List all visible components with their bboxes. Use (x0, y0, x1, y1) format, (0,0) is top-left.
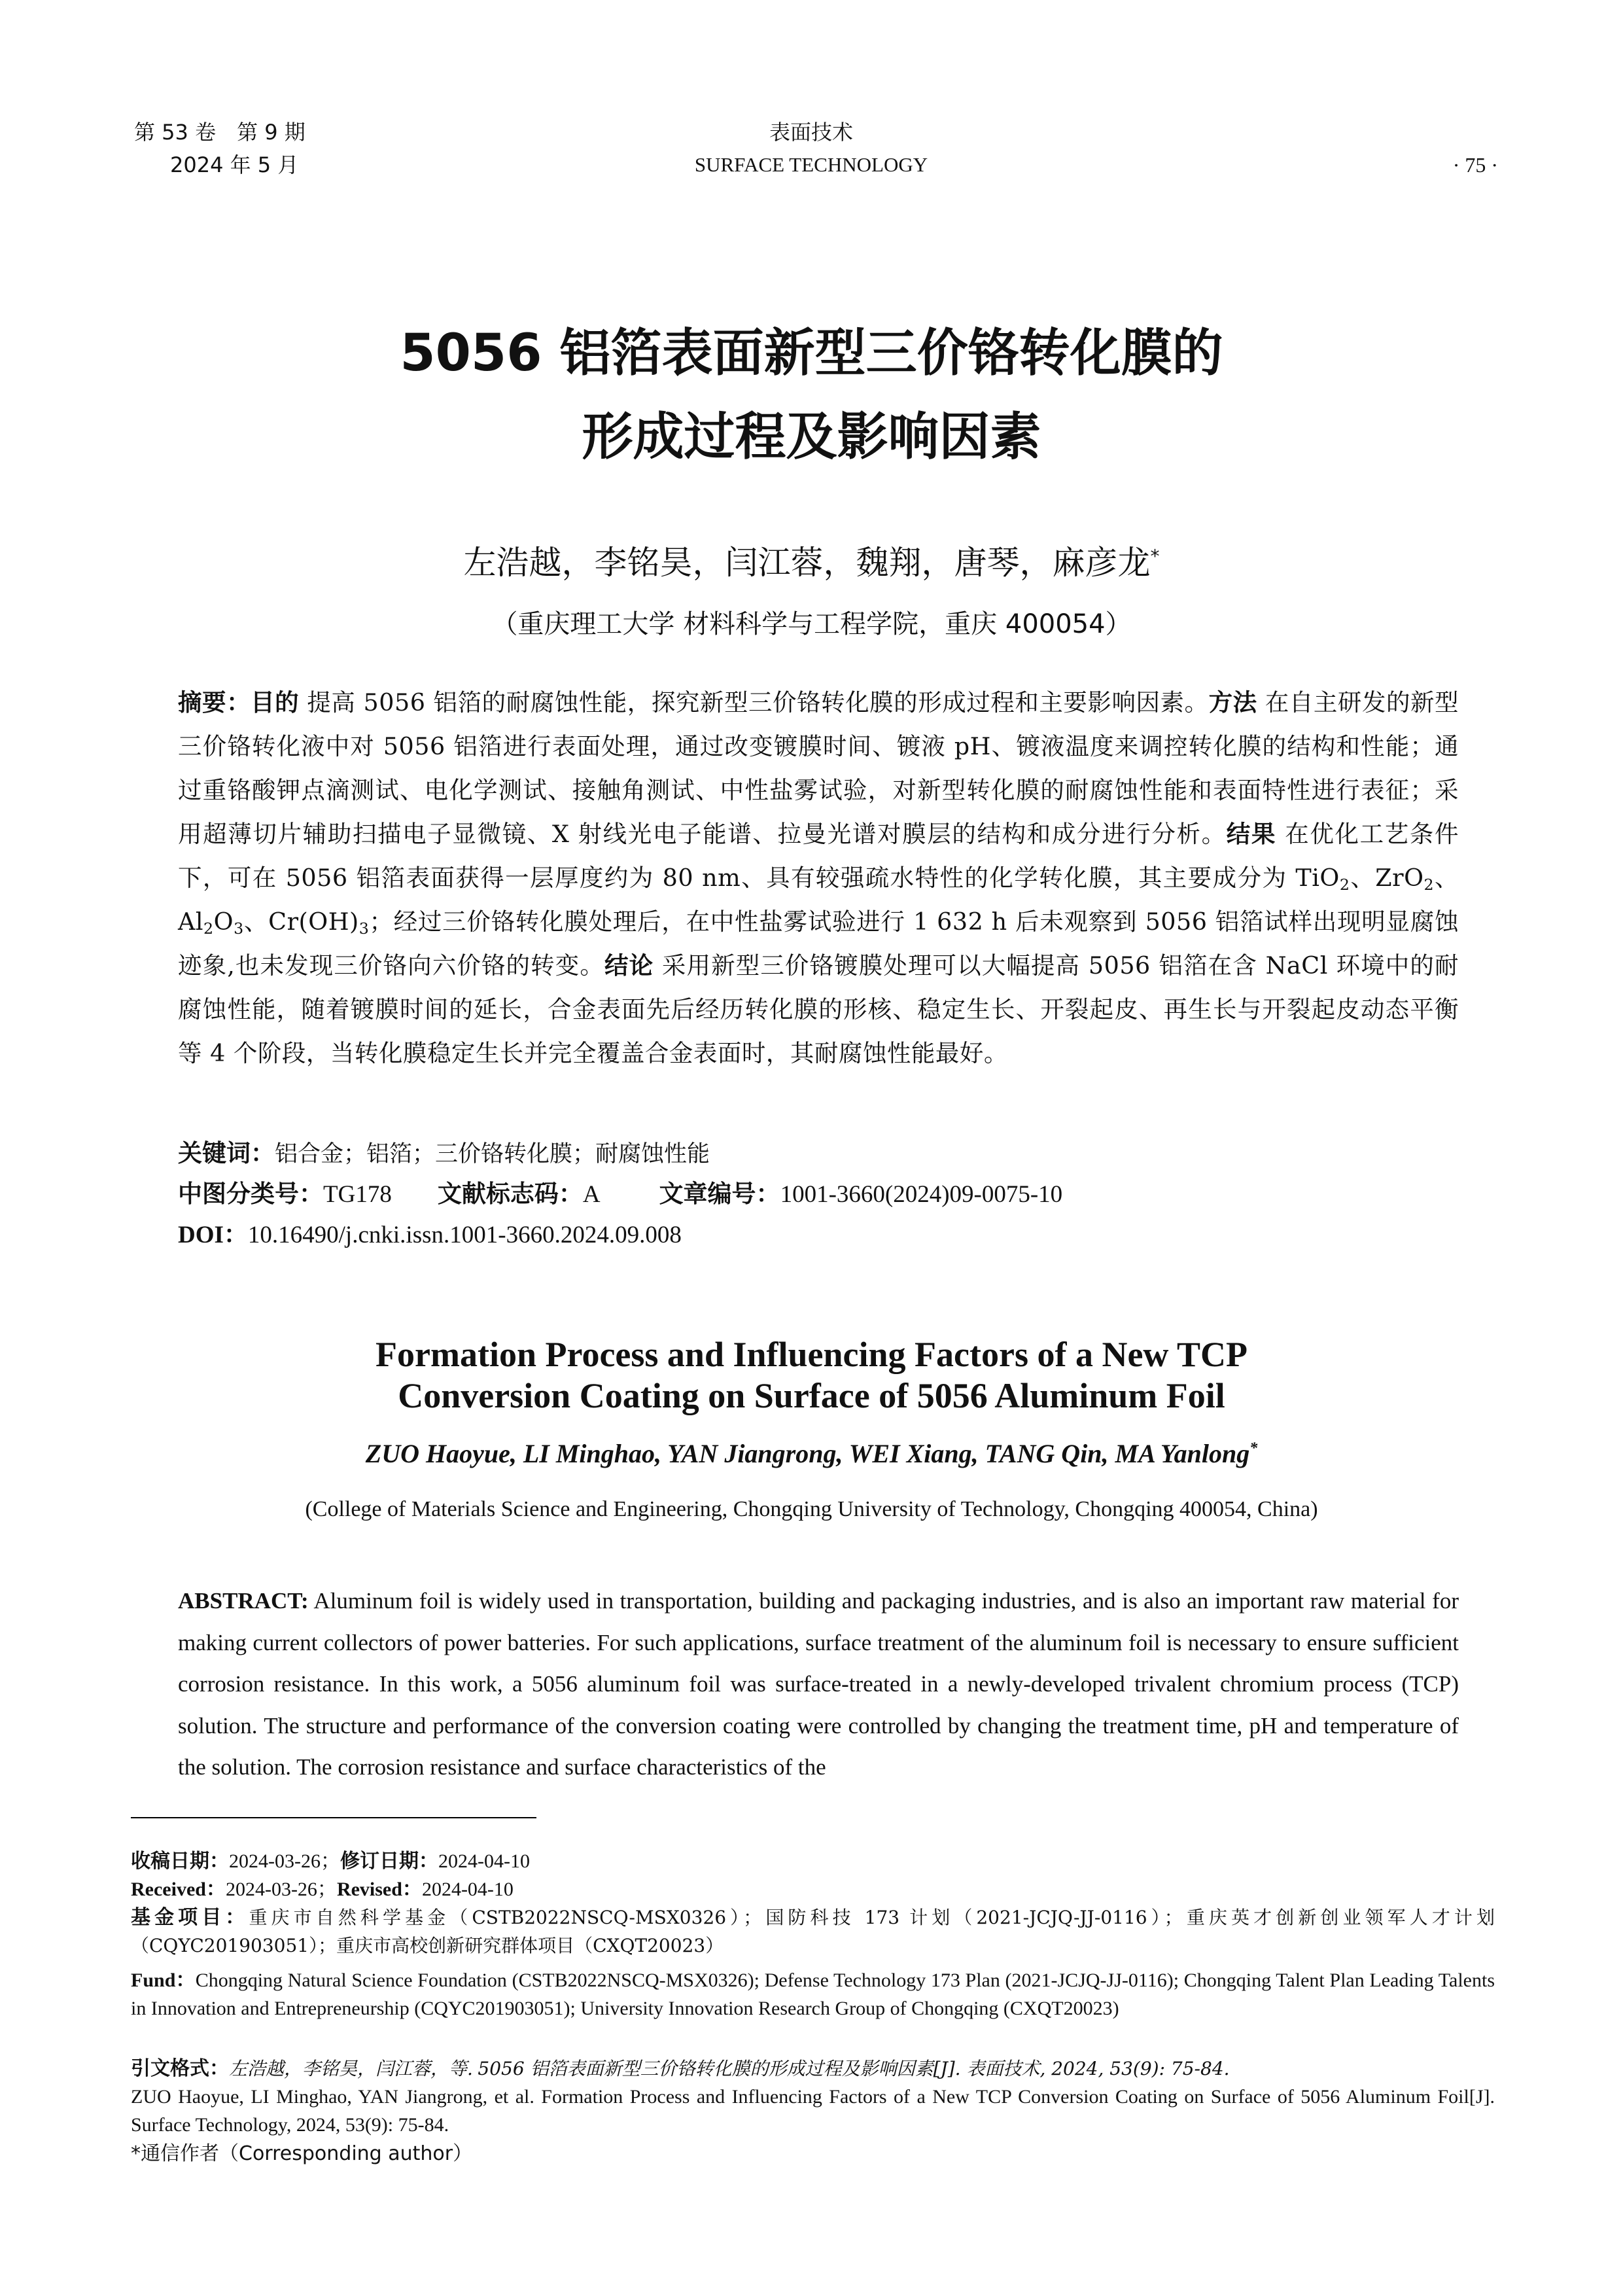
received-en-date: 2024-03-26； (225, 1879, 337, 1900)
doc-code-label: 文献标志码： (437, 1180, 583, 1208)
abstract-cn-purpose: 提高 5056 铝箔的耐腐蚀性能，探究新型三价铬转化膜的形成过程和主要影响因素。 (307, 688, 1209, 716)
article-number-value: 1001-3660(2024)09-0075-10 (780, 1181, 1063, 1208)
footnote-received-en (131, 1875, 1495, 1903)
abstract-cn-result-d: O (213, 908, 234, 936)
doc-code-value: A (582, 1181, 601, 1208)
citation-cn-text: 5056 铝箔表面新型三价铬转化膜的形成过程及影响因素[J]. 表面技术, 2024, 53(9): 75-84. (478, 2058, 1230, 2079)
affiliation-en: (College of Materials Science and Engineering, Chongqing University of Technology, Chongqing 400054, China) (305, 1497, 1318, 1521)
footnote-divider (131, 1817, 536, 1818)
abstract-en-label: ABSTRACT: (178, 1588, 309, 1614)
abstract-cn-result-e: 、Cr(OH) (243, 908, 359, 936)
abstract-cn-result-f: ；经过三价铬转化膜处理后，在中性盐雾试验进行 1 632 h 后未观察到 5056 铝箔试样出现明显腐蚀迹象,也未发现三价铬向六价铬的转变。 (178, 908, 1459, 980)
header-page-number: · 75 · (1452, 153, 1498, 177)
received-cn-label: 收稿日期： (131, 1850, 229, 1873)
abstract-cn-method-label: 方法 (1208, 688, 1257, 716)
fund-cn-text: 重庆市自然科学基金（CSTB2022NSCQ-MSX0326）；国防科技 173 计划（2021-JCJQ-JJ-0116）；重庆英才创新创业领军人才计划（CQYC201903051）；重庆市高校创新研究群体项目（CXQT20023） (131, 1907, 1495, 1956)
title-cn-line-2: 形成过程及影响因素 (582, 408, 1041, 467)
keywords-cn-value: 铝合金；铝箔；三价铬转化膜；耐腐蚀性能 (275, 1141, 710, 1167)
title-cn-line-1: 5056 铝箔表面新型三价铬转化膜的 (400, 324, 1223, 383)
abstract-cn-result-label: 结果 (1226, 820, 1277, 848)
doi-line (178, 1216, 682, 1255)
footnote-fund-cn (131, 1903, 1495, 1960)
abstract-cn-result-sub-4: 3 (234, 919, 244, 938)
keywords-cn-label: 关键词： (178, 1139, 275, 1167)
authors-en-names: ZUO Haoyue, LI Minghao, YAN Jiangrong, WEI Xiang, TANG Qin, MA Yanlong (365, 1439, 1250, 1468)
footnote-received-cn (131, 1847, 1495, 1875)
abstract-cn-method: 在自主研发的新型三价铬转化液中对 5056 铝箔进行表面处理，通过改变镀膜时间、镀液 pH、镀液温度来调控转化膜的结构和性能；通过重铬酸钾点滴测试、电化学测试、接触角测试、中性盐雾试验，对新型转化膜的耐腐蚀性能和表面特性进行表征；采用超薄切片辅助扫描电子显微镜、X 射线光电子能谱、拉曼光谱对膜层的结构和成分进行分析。 (178, 688, 1459, 848)
abstract-cn-result-b: 、ZrO (1350, 864, 1424, 892)
clc-value: TG178 (323, 1181, 392, 1208)
doi-value: 10.16490/j.cnki.issn.1001-3660.2024.09.008 (247, 1222, 682, 1248)
abstract-en-text: Aluminum foil is widely used in transportation, building and packaging industries, and is also an important raw material for making current collectors of power batteries. For such applications, surface treatment of the aluminum foil is necessary to ensure sufficient corrosion resistance. In this work, a 5056 aluminum foil was surface-treated in a newly-developed trivalent chromium process (TCP) solution. The structure and performance of the conversion coating were controlled by changing the treatment time, pH and temperature of the solution. The corrosion resistance and surface characteristics of the (178, 1588, 1459, 1780)
revised-cn-label: 修订日期： (340, 1850, 438, 1873)
citation-cn-authors: 左浩越，李铭昊，闫江蓉，等. (229, 2058, 473, 2079)
fund-en-label: Fund： (131, 1969, 196, 1991)
revised-en-date: 2024-04-10 (421, 1879, 514, 1900)
abstract-cn-result-sub-5: 3 (358, 919, 370, 938)
authors-en-corresponding-mark: * (1249, 1439, 1258, 1457)
abstract-cn-label: 摘要： (178, 688, 251, 716)
article-number-label: 文章编号： (659, 1180, 780, 1208)
affiliation-cn: （重庆理工大学 材料科学与工程学院，重庆 400054） (491, 609, 1132, 639)
abstract-cn-result-sub-3: 2 (203, 919, 214, 938)
keywords-cn (178, 1134, 710, 1174)
header-journal-en: SURFACE TECHNOLOGY (694, 153, 928, 176)
authors-cn (0, 537, 1623, 584)
revised-cn-date: 2024-04-10 (438, 1850, 530, 1872)
abstract-cn (178, 680, 1459, 1075)
authors-en (0, 1438, 1623, 1469)
abstract-cn-purpose-label: 目的 (251, 688, 300, 716)
revised-en-label: Revised： (336, 1879, 422, 1900)
header-journal-cn: 表面技术 (769, 120, 853, 145)
header-date: 2024 年 5 月 (170, 152, 299, 177)
title-en-line-2: Conversion Coating on Surface of 5056 Aluminum Foil (398, 1376, 1225, 1415)
clc-label: 中图分类号： (178, 1180, 323, 1208)
fund-cn-label: 基金项目： (131, 1906, 249, 1929)
abstract-cn-result-c: 、Al (178, 864, 1459, 936)
footnote-corresponding-author (131, 2140, 1495, 2168)
footnote-citation-en: ZUO Haoyue, LI Minghao, YAN Jiangrong, et al. Formation Process and Influencing Factors of a New TCP Conversion Coating on Surface of 5056 Aluminum Foil[J]. Surface Technology, 2024, 53(9): 75-84. (131, 2086, 1495, 2136)
classification-line (178, 1174, 1062, 1214)
received-cn-date: 2024-03-26； (229, 1850, 340, 1872)
abstract-cn-conclusion-label: 结论 (604, 951, 654, 980)
fund-en-text: Chongqing Natural Science Foundation (CSTB2022NSCQ-MSX0326); Defense Technology 173 Plan (2021-JCJQ-JJ-0116); Chongqing Talent Plan Leading Talents in Innovation and Entrepreneurship (CQYC201903051); University Innovation Research Group of Chongqing (CXQT20023) (131, 1969, 1495, 2019)
authors-cn-corresponding-mark: * (1150, 545, 1160, 567)
abstract-cn-conclusion: 采用新型三价铬镀膜处理可以大幅提高 5056 铝箔在含 NaCl 环境中的耐腐蚀性能，随着镀膜时间的延长，合金表面先后经历转化膜的形核、稳定生长、开裂起皮、再生长与开裂起皮动态平衡等 4 个阶段，当转化膜稳定生长并完全覆盖合金表面时，其耐腐蚀性能最好。 (178, 951, 1459, 1067)
authors-cn-names: 左浩越，李铭昊，闫江蓉，魏翔，唐琴，麻彦龙 (463, 544, 1151, 582)
footnote-fund-en (131, 1966, 1495, 2022)
abstract-cn-result-a: 在优化工艺条件下，可在 5056 铝箔表面获得一层厚度约为 80 nm、具有较强疏水特性的化学转化膜，其主要成分为 TiO (178, 820, 1459, 892)
header-volume-issue: 第 53 卷 第 9 期 (134, 120, 305, 145)
citation-cn-label: 引文格式： (131, 2057, 229, 2080)
abstract-cn-result-sub-2: 2 (1423, 875, 1435, 894)
title-en-line-1: Formation Process and Influencing Factors of a New TCP (375, 1335, 1248, 1374)
received-en-label: Received： (131, 1879, 226, 1900)
abstract-cn-result-sub-1: 2 (1339, 875, 1350, 894)
footnote-citation-cn (131, 2055, 1495, 2083)
abstract-en (178, 1580, 1459, 1788)
doi-label: DOI： (178, 1222, 248, 1248)
corresponding-author-text: *通信作者（Corresponding author） (131, 2142, 473, 2165)
